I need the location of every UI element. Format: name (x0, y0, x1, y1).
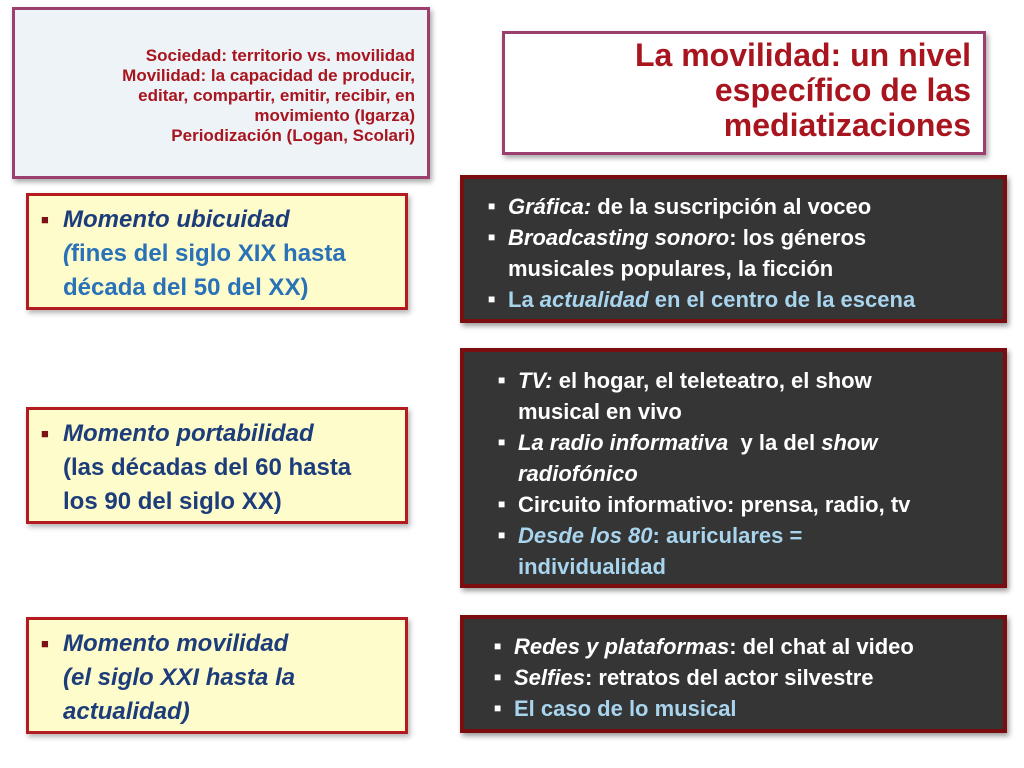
details-ubicuidad-box (460, 175, 1007, 323)
square-bullet-icon: ■ (41, 636, 49, 651)
item-italic: Broadcasting sonoro (508, 225, 730, 250)
item-continuation: musical en vivo (518, 399, 682, 424)
square-bullet-icon: ■ (498, 497, 506, 511)
square-bullet-icon: ■ (488, 230, 496, 244)
item-italic: Desde los 80 (518, 523, 653, 548)
info-line: Periodización (Logan, Scolari) (171, 126, 415, 145)
item-text: : los géneros (729, 225, 867, 250)
list-item (494, 631, 993, 662)
item-italic: Redes y plataformas (514, 634, 730, 659)
info-box (12, 7, 430, 179)
moment-period: década del 50 del XX) (63, 274, 309, 301)
list-item (498, 365, 993, 396)
list-item (488, 191, 993, 222)
item-continuation: musicales populares, la ficción (508, 256, 834, 281)
list-item (494, 662, 993, 693)
item-text: y la del (728, 430, 822, 455)
moment-period (41, 695, 395, 729)
square-bullet-icon: ■ (498, 528, 506, 542)
square-bullet-icon: ■ (41, 212, 49, 227)
moment-period (41, 237, 395, 271)
list-item (498, 427, 993, 458)
title-line: La movilidad: un nivel (634, 37, 971, 73)
item-text: de la suscripción al voceo (591, 194, 872, 219)
moment-period-text: (el siglo XXI hasta la (63, 664, 296, 691)
square-bullet-icon: ■ (498, 435, 506, 449)
item-text: Circuito informativo: prensa, radio, tv (518, 492, 911, 517)
list-item (488, 284, 993, 315)
details-portabilidad-box (460, 348, 1007, 588)
moment-heading: Momento ubicuidad (63, 206, 290, 233)
moment-period: los 90 del siglo XX) (63, 488, 282, 515)
list-item (488, 222, 993, 253)
title-line: mediatizaciones (723, 107, 971, 143)
moment-movilidad-box (26, 617, 408, 734)
moment-heading: Momento movilidad (63, 630, 289, 657)
item-italic: TV: (518, 368, 553, 393)
item-text: : retratos del actor silvestre (584, 665, 874, 690)
item-italic: actualidad (539, 287, 649, 312)
item-italic: Gráfica: (508, 194, 592, 219)
item-text: el hogar, el teleteatro, el show (552, 368, 872, 393)
moment-period (41, 661, 395, 695)
page-title (502, 31, 986, 155)
info-line: movimiento (Igarza) (254, 106, 415, 125)
item-text: El caso de lo musical (514, 696, 737, 721)
moment-heading: Momento portabilidad (63, 420, 314, 447)
item-italic: radiofónico (518, 461, 638, 486)
list-item (494, 693, 993, 724)
moment-portabilidad-box (26, 407, 408, 524)
info-line: Movilidad: la capacidad de producir, (122, 66, 415, 85)
square-bullet-icon: ■ (494, 670, 502, 684)
item-text: La (508, 287, 540, 312)
title-line: específico de las (714, 72, 971, 108)
item-text: : auriculares = (652, 523, 803, 548)
item-italic: show (821, 430, 878, 455)
moment-period-text: actualidad) (63, 698, 190, 725)
square-bullet-icon: ■ (488, 292, 496, 306)
info-line: Sociedad: territorio vs. movilidad (145, 46, 415, 65)
item-italic: La radio informativa (518, 430, 729, 455)
details-movilidad-box (460, 615, 1007, 733)
list-item (498, 520, 993, 551)
moment-ubicuidad-box (26, 193, 408, 310)
moment-period: (las décadas del 60 hasta (63, 454, 352, 481)
square-bullet-icon: ■ (498, 373, 506, 387)
item-continuation (498, 458, 993, 489)
moment-paren: ( (63, 240, 71, 267)
info-line: editar, compartir, emitir, recibir, en (138, 86, 415, 105)
square-bullet-icon: ■ (488, 199, 496, 213)
item-text: : del chat al video (729, 634, 914, 659)
square-bullet-icon: ■ (494, 701, 502, 715)
item-text: en el centro de la escena (648, 287, 916, 312)
square-bullet-icon: ■ (41, 426, 49, 441)
item-italic: Selfies (514, 665, 585, 690)
square-bullet-icon: ■ (494, 639, 502, 653)
item-continuation: individualidad (518, 554, 666, 579)
moment-period-text: fines del siglo XIX hasta (71, 240, 346, 267)
list-item (498, 489, 993, 520)
